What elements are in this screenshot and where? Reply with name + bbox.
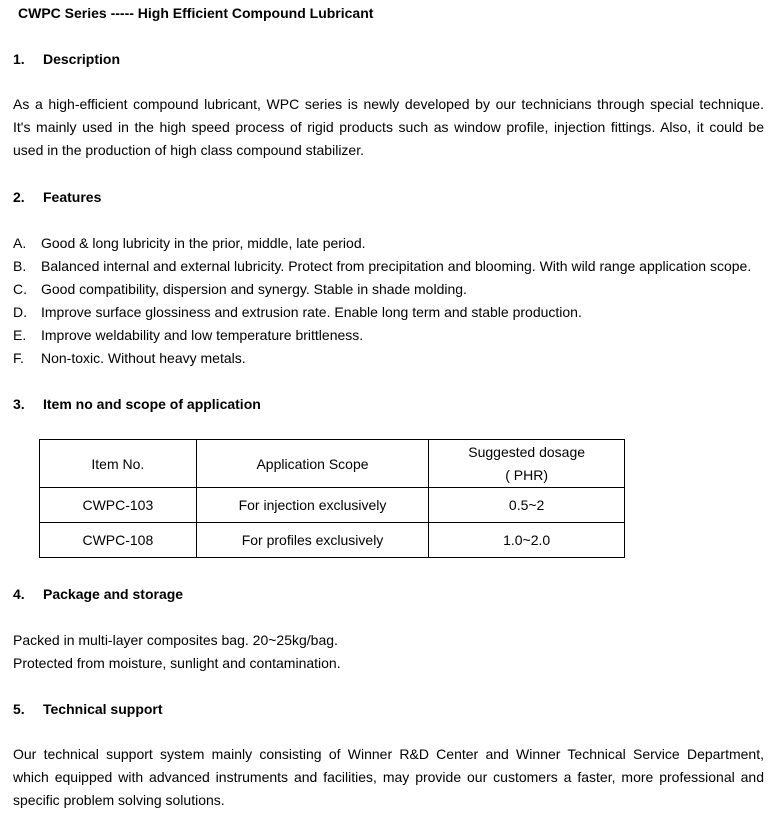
feature-item: [13, 258, 751, 274]
feature-item: [13, 304, 582, 320]
feature-letter: A.: [13, 235, 27, 251]
cell-item-no: CWPC-103: [40, 488, 197, 523]
support-paragraph: [13, 743, 764, 812]
paragraph-line: It's mainly used in the high speed process of rigid products such as window profile, injection fittings. Also, it could be: [13, 119, 764, 135]
paragraph-line: Our technical support system mainly consisting of Winner R&D Center and Winner Technical Service Department,: [13, 746, 764, 762]
feature-item: [13, 281, 467, 297]
section-heading-technical-support: [13, 701, 163, 717]
feature-text: Good & long lubricity in the prior, middle, late period.: [41, 235, 366, 251]
feature-item: [13, 235, 366, 251]
section-heading-description: [13, 51, 120, 67]
section-number: 3.: [13, 396, 25, 412]
paragraph-line: specific problem solving solutions.: [13, 792, 225, 808]
feature-item: [13, 350, 246, 366]
feature-letter: B.: [13, 258, 27, 274]
cell-application-scope: For profiles exclusively: [196, 523, 429, 558]
feature-letter: C.: [13, 281, 27, 297]
header-suggested-dosage: [429, 440, 625, 488]
feature-text: Improve surface glossiness and extrusion rate. Enable long term and stable production.: [41, 304, 582, 320]
feature-text: Improve weldability and low temperature brittleness.: [41, 327, 364, 343]
header-item-no: Item No.: [40, 440, 197, 488]
section-title: Features: [43, 189, 102, 205]
header-dosage-label: Suggested dosage: [468, 443, 586, 460]
paragraph-line: which equipped with advanced instruments and facilities, may provide our customers a faster, more professional and: [13, 769, 764, 785]
feature-text: Non-toxic. Without heavy metals.: [41, 350, 246, 366]
table-row: [40, 523, 625, 558]
cell-application-scope: For injection exclusively: [196, 488, 429, 523]
section-heading-features: [13, 189, 101, 205]
section-heading-package: [13, 586, 183, 602]
document-title: CWPC Series ----- High Efficient Compound Lubricant: [18, 5, 374, 21]
feature-letter: D.: [13, 304, 27, 320]
package-line: Protected from moisture, sunlight and contamination.: [13, 655, 341, 671]
paragraph-line: used in the production of high class compound stabilizer.: [13, 142, 364, 158]
section-title: Technical support: [43, 701, 163, 717]
cell-item-no: CWPC-108: [40, 523, 197, 558]
description-paragraph: [13, 93, 764, 162]
section-number: 2.: [13, 189, 25, 205]
section-number: 5.: [13, 701, 25, 717]
section-number: 4.: [13, 586, 25, 602]
feature-item: [13, 327, 363, 343]
header-dosage-unit: ( PHR): [505, 466, 549, 483]
cell-dosage: 0.5~2: [429, 488, 625, 523]
table-header-row: [40, 440, 625, 488]
cell-dosage: 1.0~2.0: [429, 523, 625, 558]
section-heading-item-scope: [13, 396, 261, 412]
item-scope-table: [39, 439, 625, 558]
table-row: [40, 488, 625, 523]
feature-letter: F.: [13, 350, 24, 366]
section-title: Description: [43, 51, 121, 67]
feature-letter: E.: [13, 327, 27, 343]
feature-text: Balanced internal and external lubricity. Protect from precipitation and blooming. With wild range application scope.: [41, 258, 752, 274]
section-number: 1.: [13, 51, 25, 67]
header-application-scope: Application Scope: [196, 440, 429, 488]
paragraph-line: As a high-efficient compound lubricant, WPC series is newly developed by our technicians through special technique.: [13, 96, 764, 112]
package-line: Packed in multi-layer composites bag. 20~25kg/bag.: [13, 632, 338, 648]
feature-text: Good compatibility, dispersion and synergy. Stable in shade molding.: [41, 281, 467, 297]
section-title: Item no and scope of application: [43, 396, 261, 412]
section-title: Package and storage: [43, 586, 184, 602]
